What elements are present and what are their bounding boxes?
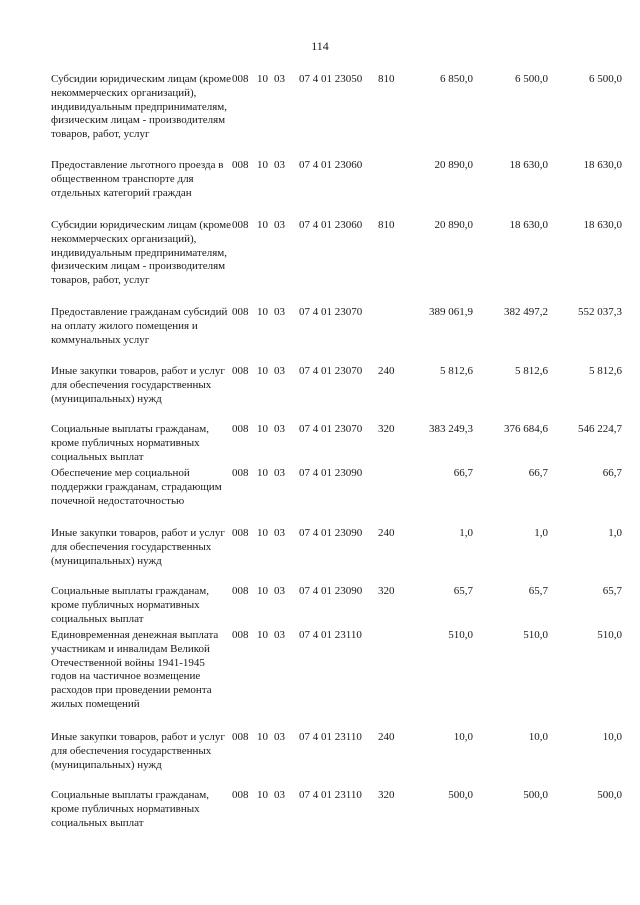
row-expense-type: 320 (378, 585, 395, 597)
row-subsection-code: 03 (274, 423, 285, 435)
row-section-code: 10 (257, 306, 268, 318)
page-number: 114 (311, 39, 329, 53)
row-target-code: 07 4 01 23110 (299, 731, 362, 743)
row-value-year-2: 500,0 (523, 789, 548, 801)
row-admin-code: 008 (232, 159, 249, 171)
row-value-year-2: 66,7 (528, 467, 548, 479)
row-admin-code: 008 (232, 585, 249, 597)
row-name: Социальные выплаты гражданам, кроме публичных нормативных социальных выплат (51, 585, 209, 625)
row-name: Социальные выплаты гражданам, кроме публичных нормативных социальных выплат (51, 423, 209, 463)
row-name: Предоставление льготного проезда в общественном транспорте для отдельных категорий граждан (51, 159, 224, 199)
row-value-year-3: 10,0 (602, 731, 622, 743)
row-value-year-3: 65,7 (602, 585, 622, 597)
row-subsection-code: 03 (274, 73, 285, 85)
row-name: Единовременная денежная выплата участникам и инвалидам Великой Отечественной войны 1941-1945 годов на частичное возмещение расходов при проведении ремонта жилых помещений (51, 629, 219, 710)
row-subsection-code: 03 (274, 789, 285, 801)
row-expense-type: 240 (378, 365, 395, 377)
row-value-year-2: 18 630,0 (509, 219, 548, 231)
row-value-year-1: 389 061,9 (429, 306, 473, 318)
row-value-year-1: 5 812,6 (440, 365, 473, 377)
row-subsection-code: 03 (274, 731, 285, 743)
row-value-year-3: 5 812,6 (589, 365, 622, 377)
row-value-year-2: 6 500,0 (515, 73, 548, 85)
row-subsection-code: 03 (274, 629, 285, 641)
row-value-year-2: 376 684,6 (504, 423, 548, 435)
row-value-year-3: 66,7 (602, 467, 622, 479)
row-section-code: 10 (257, 731, 268, 743)
row-section-code: 10 (257, 467, 268, 479)
row-value-year-3: 546 224,7 (578, 423, 622, 435)
row-section-code: 10 (257, 629, 268, 641)
row-value-year-1: 1,0 (459, 527, 473, 539)
row-target-code: 07 4 01 23050 (299, 73, 363, 85)
row-subsection-code: 03 (274, 467, 285, 479)
row-admin-code: 008 (232, 629, 249, 641)
row-target-code: 07 4 01 23110 (299, 629, 362, 641)
row-target-code: 07 4 01 23110 (299, 789, 362, 801)
row-name: Иные закупки товаров, работ и услуг для обеспечения государственных (муниципальных) нужд (51, 365, 225, 405)
row-section-code: 10 (257, 73, 268, 85)
row-target-code: 07 4 01 23090 (299, 467, 363, 479)
row-value-year-1: 6 850,0 (440, 73, 473, 85)
row-value-year-2: 18 630,0 (509, 159, 548, 171)
row-expense-type: 320 (378, 423, 395, 435)
row-name: Иные закупки товаров, работ и услуг для обеспечения государственных (муниципальных) нужд (51, 527, 225, 567)
row-value-year-1: 20 890,0 (434, 219, 473, 231)
row-value-year-2: 1,0 (534, 527, 548, 539)
row-target-code: 07 4 01 23060 (299, 219, 363, 231)
row-admin-code: 008 (232, 219, 249, 231)
row-value-year-1: 20 890,0 (434, 159, 473, 171)
row-target-code: 07 4 01 23060 (299, 159, 363, 171)
row-subsection-code: 03 (274, 219, 285, 231)
row-name: Предоставление гражданам субсидий на оплату жилого помещения и коммунальных услуг (51, 306, 228, 346)
row-value-year-3: 6 500,0 (589, 73, 622, 85)
row-subsection-code: 03 (274, 159, 285, 171)
row-value-year-3: 1,0 (608, 527, 622, 539)
row-admin-code: 008 (232, 467, 249, 479)
row-value-year-2: 5 812,6 (515, 365, 548, 377)
row-value-year-1: 66,7 (453, 467, 473, 479)
row-subsection-code: 03 (274, 306, 285, 318)
row-target-code: 07 4 01 23070 (299, 423, 363, 435)
row-value-year-1: 500,0 (448, 789, 473, 801)
row-value-year-1: 65,7 (453, 585, 473, 597)
row-value-year-3: 18 630,0 (583, 219, 622, 231)
row-name: Субсидии юридическим лицам (кроме некоммерческих организаций), индивидуальным предпринимателям, физическим лицам - производителям товаров, работ, услуг (51, 73, 232, 141)
row-expense-type: 810 (378, 219, 395, 231)
row-subsection-code: 03 (274, 585, 285, 597)
row-value-year-2: 10,0 (528, 731, 548, 743)
row-target-code: 07 4 01 23090 (299, 585, 363, 597)
row-expense-type: 240 (378, 731, 395, 743)
row-value-year-3: 500,0 (597, 789, 622, 801)
row-expense-type: 240 (378, 527, 395, 539)
row-section-code: 10 (257, 585, 268, 597)
row-target-code: 07 4 01 23070 (299, 306, 363, 318)
row-section-code: 10 (257, 219, 268, 231)
row-target-code: 07 4 01 23090 (299, 527, 363, 539)
row-section-code: 10 (257, 789, 268, 801)
row-section-code: 10 (257, 159, 268, 171)
row-value-year-2: 382 497,2 (504, 306, 548, 318)
row-subsection-code: 03 (274, 527, 285, 539)
row-expense-type: 810 (378, 73, 395, 85)
row-subsection-code: 03 (274, 365, 285, 377)
row-admin-code: 008 (232, 527, 249, 539)
row-expense-type: 320 (378, 789, 395, 801)
row-admin-code: 008 (232, 789, 249, 801)
row-section-code: 10 (257, 365, 268, 377)
row-admin-code: 008 (232, 423, 249, 435)
row-value-year-1: 510,0 (448, 629, 473, 641)
row-value-year-2: 65,7 (528, 585, 548, 597)
row-value-year-3: 18 630,0 (583, 159, 622, 171)
row-value-year-3: 552 037,3 (578, 306, 622, 318)
row-target-code: 07 4 01 23070 (299, 365, 363, 377)
row-admin-code: 008 (232, 365, 249, 377)
row-value-year-2: 510,0 (523, 629, 548, 641)
row-name: Обеспечение мер социальной поддержки гражданам, страдающим почечной недостаточностью (51, 467, 222, 507)
row-value-year-1: 383 249,3 (429, 423, 473, 435)
row-name: Субсидии юридическим лицам (кроме некоммерческих организаций), индивидуальным предпринимателям, физическим лицам - производителям товаров, работ, услуг (51, 219, 232, 287)
row-name: Иные закупки товаров, работ и услуг для обеспечения государственных (муниципальных) нужд (51, 731, 225, 771)
row-admin-code: 008 (232, 73, 249, 85)
row-admin-code: 008 (232, 306, 249, 318)
row-value-year-3: 510,0 (597, 629, 622, 641)
row-name: Социальные выплаты гражданам, кроме публичных нормативных социальных выплат (51, 789, 209, 829)
row-section-code: 10 (257, 423, 268, 435)
row-section-code: 10 (257, 527, 268, 539)
row-value-year-1: 10,0 (453, 731, 473, 743)
row-admin-code: 008 (232, 731, 249, 743)
